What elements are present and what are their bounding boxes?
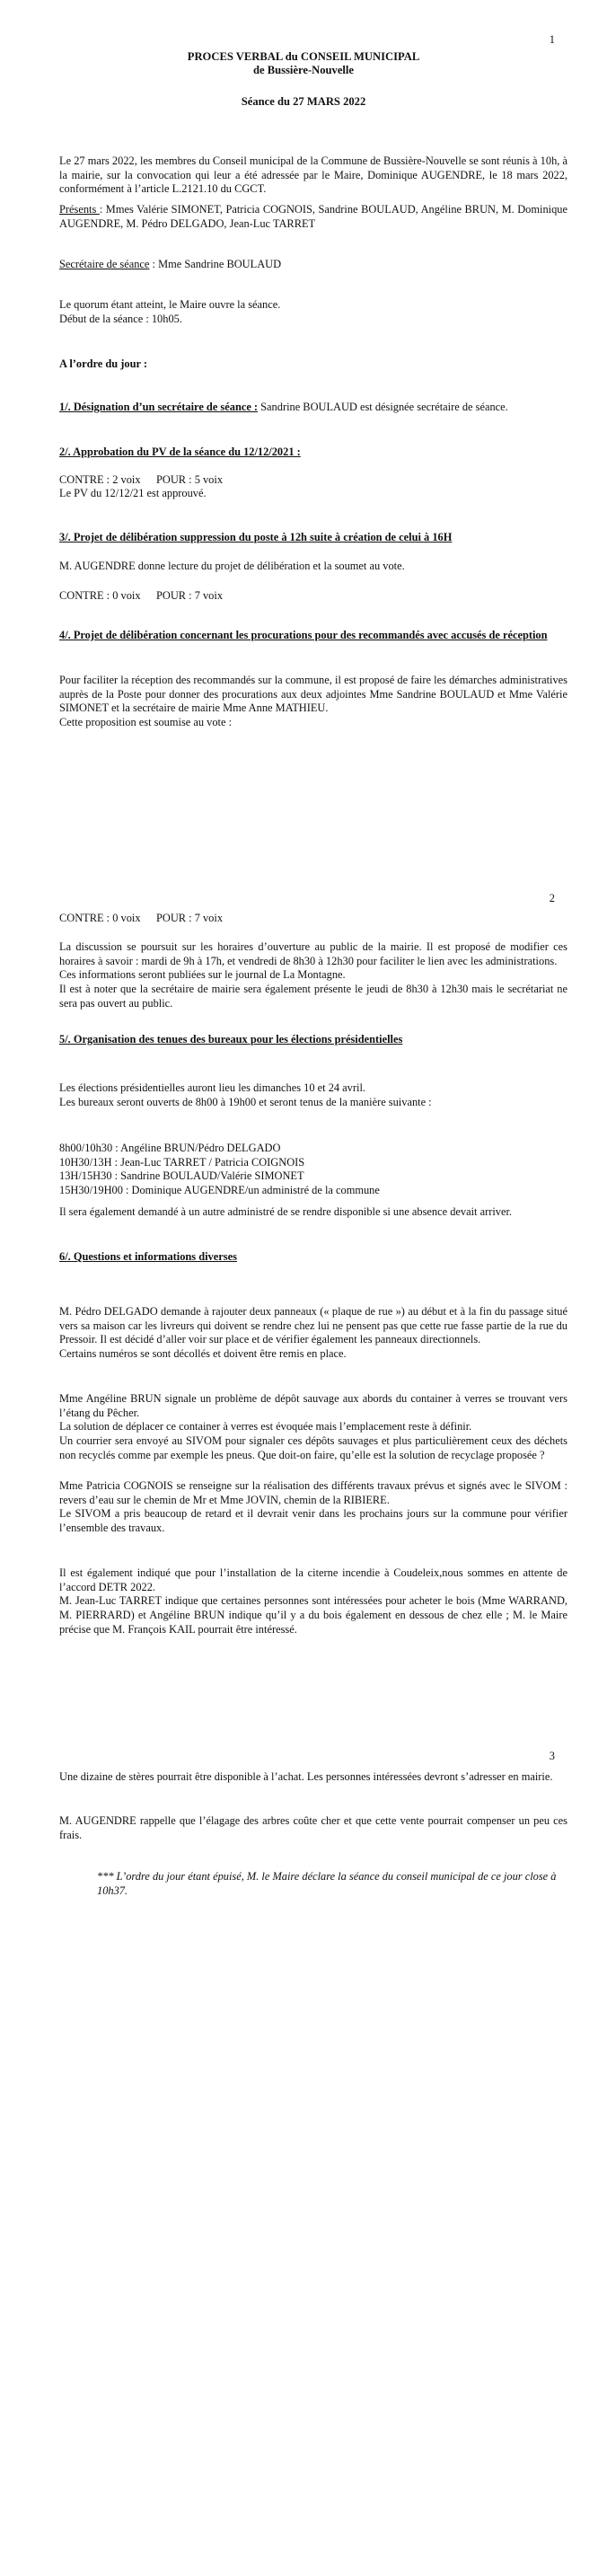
document-subtitle: de Bussière-Nouvelle xyxy=(252,64,355,76)
item-5-text3: Il sera également demandé à un autre administré de se rendre disponible si une absence devait arriver. xyxy=(59,1205,513,1218)
page-number: 2 xyxy=(549,892,555,904)
item-1 xyxy=(59,401,567,415)
item-4-text2: Cette proposition est soumise au vote : xyxy=(59,716,233,729)
paragraph: Mme Patricia COGNOIS se renseigne sur la réalisation des différents travaux prévus et signés avec le SIVOM : revers d’eau sur le chemin de Mr et Mme JOVIN, chemin de la RIBIERE. xyxy=(59,1479,567,1506)
item-1-text: Sandrine BOULAUD est désignée secrétaire de séance. xyxy=(258,401,508,413)
schedule-list xyxy=(59,1142,567,1198)
debut-text: Début de la séance : 10h05. xyxy=(59,312,182,325)
item-2-vote xyxy=(59,473,223,487)
vote-contre: CONTRE : 0 voix xyxy=(59,912,141,924)
item-6-para-brun xyxy=(59,1392,567,1463)
item-5-paragraph xyxy=(59,1081,567,1109)
document-title: PROCES VERBAL du CONSEIL MUNICIPAL xyxy=(187,50,420,63)
publication-text: Ces informations seront publiées sur le journal de La Montagne. xyxy=(59,968,346,982)
item-3-heading: 3/. Projet de délibération suppression du poste à 12h suite à création de celui à 16H xyxy=(59,531,453,543)
schedule-row: 13H/15H30 : Sandrine BOULAUD/Valérie SIMONET xyxy=(59,1169,304,1183)
item-6-para-augendre: M. AUGENDRE rappelle que l’élagage des arbres coûte cher et que cette vente pourrait compenser un peu ces frais. xyxy=(59,1814,567,1841)
item-3-text: M. AUGENDRE donne lecture du projet de délibération et la soumet au vote. xyxy=(59,560,405,572)
paragraph: Un courrier sera envoyé au SIVOM pour signaler ces dépôts sauvages et plus particulièrement ceux des déchets non recyclés comme par exemple les pneus. Que doit-on faire, qu’elle est la solution de recyclage proposée ? xyxy=(59,1434,567,1461)
closing-statement: *** L’ordre du jour étant épuisé, M. le Maire déclare la séance du conseil municipal de ce jour close à 10h37. xyxy=(97,1870,557,1897)
item-5-text: Les élections présidentielles auront lieu les dimanches 10 et 24 avril. xyxy=(59,1081,365,1094)
paragraph: Certains numéros se sont décollés et doivent être remis en place. xyxy=(59,1347,347,1361)
item-6-para-delgado xyxy=(59,1305,567,1362)
vote-contre: CONTRE : 0 voix xyxy=(59,589,141,602)
vote-pour: POUR : 7 voix xyxy=(156,912,224,924)
paragraph: Il est également indiqué que pour l’installation de la citerne incendie à Coudeleix,nous sommes en attente de l’accord DETR 2022. xyxy=(59,1566,567,1593)
presents-text: : Mmes Valérie SIMONET, Patricia COGNOIS, Sandrine BOULAUD, Angéline BRUN, M. Dominique AUGENDRE, M. Pédro DELGADO, Jean-Luc TARRET xyxy=(59,203,567,230)
item-4-vote xyxy=(59,912,223,925)
secretaire-paragraph xyxy=(59,258,567,272)
schedule-row: 15H30/19H00 : Dominique AUGENDRE/un administré de la commune xyxy=(59,1184,380,1197)
item-6-para-citerne xyxy=(59,1566,567,1637)
seance-date: Séance du 27 MARS 2022 xyxy=(241,95,366,108)
paragraph: M. Pédro DELGADO demande à rajouter deux panneaux (« plaque de rue ») au début et à la fin du passage situé vers sa maison car les livreurs qui doivent se rendre chez lui ne pensent pas que cette rue fasse partie de la rue du Pressoir. Il est décidé d’aller voir sur place et de vérifier également les panneaux directionnels. xyxy=(59,1305,567,1346)
item-4-heading: 4/. Projet de délibération concernant les procurations pour des recommandés avec accusés de réception xyxy=(59,629,548,641)
vote-pour: POUR : 5 voix xyxy=(156,473,224,486)
item-2-text: Le PV du 12/12/21 est approuvé. xyxy=(59,487,207,499)
item-6-para-cognois xyxy=(59,1479,567,1536)
discussion-text: La discussion se poursuit sur les horaires d’ouverture au public de la mairie. Il est proposé de modifier ces horaires à savoir : mardi de 9h à 17h, et vendredi de 8h30 à 12h30 pour faciliter le lien avec les administrations. xyxy=(59,940,567,967)
item-6-heading: 6/. Questions et informations diverses xyxy=(59,1250,237,1263)
item-4-discussion xyxy=(59,940,567,1011)
paragraph: M. Jean-Luc TARRET indique que certaines personnes sont intéressées pour acheter le bois (Mme WARRAND, M. PIERRARD) et Angéline BRUN indique qu’il y a du bois également en dessous de chez elle ; M. le Maire précise que M. François KAIL pourrait être intéressé. xyxy=(59,1594,567,1636)
page-number: 3 xyxy=(549,1750,555,1762)
item-2-heading: 2/. Approbation du PV de la séance du 12/12/2021 : xyxy=(59,446,301,458)
note-text: Il est à noter que la secrétaire de mairie sera également présente le jeudi de 8h30 à 12h30 mais le secrétariat ne sera pas ouvert au public. xyxy=(59,983,567,1010)
vote-pour: POUR : 7 voix xyxy=(156,589,224,602)
vote-contre: CONTRE : 2 voix xyxy=(59,473,141,486)
quorum-text: Le quorum étant atteint, le Maire ouvre la séance. xyxy=(59,298,281,311)
page-number: 1 xyxy=(549,33,555,46)
item-4-paragraph xyxy=(59,674,567,730)
item-3-vote xyxy=(59,589,223,603)
presents-paragraph xyxy=(59,203,567,231)
secretaire-text: : Mme Sandrine BOULAUD xyxy=(149,258,282,270)
quorum-paragraph xyxy=(59,298,567,326)
ordre-du-jour-heading: A l’ordre du jour : xyxy=(59,357,147,370)
paragraph: La solution de déplacer ce container à verres est évoquée mais l’emplacement reste à définir. xyxy=(59,1420,472,1434)
paragraph: Mme Angéline BRUN signale un problème de dépôt sauvage aux abords du container à verres se trouvant vers l’étang du Pêcher. xyxy=(59,1392,567,1419)
presents-label: Présents xyxy=(59,203,100,216)
paragraph: Le SIVOM a pris beaucoup de retard et il devrait venir dans les prochains jours sur la commune pour vérifier l’ensemble des travaux. xyxy=(59,1507,567,1535)
item-1-heading: 1/. Désignation d’un secrétaire de séance : xyxy=(59,401,259,413)
item-4-text: Pour faciliter la réception des recommandés sur la commune, il est proposé de faire les démarches administratives auprès de la Poste pour donner des procurations aux deux adjointes Mme Sandrine BOULAUD et Mme Valérie SIMONET et la secrétaire de mairie Mme Anne MATHIEU. xyxy=(59,674,567,715)
schedule-row: 10H30/13H : Jean-Luc TARRET / Patricia COIGNOIS xyxy=(59,1155,305,1169)
item-6-para-steres: Une dizaine de stères pourrait être disponible à l’achat. Les personnes intéressées devront s’adresser en mairie. xyxy=(59,1770,553,1783)
intro-paragraph: Le 27 mars 2022, les membres du Conseil municipal de la Commune de Bussière-Nouvelle se sont réunis à 10h, à la mairie, sur la convocation qui leur a été adressée par le Maire, Dominique AUGENDRE, le 18 mars 2022, conformément à l’article L.2121.10 du CGCT. xyxy=(59,154,567,196)
item-5-heading: 5/. Organisation des tenues des bureaux pour les élections présidentielles xyxy=(59,1033,403,1045)
item-5-text2: Les bureaux seront ouverts de 8h00 à 19h00 et seront tenus de la manière suivante : xyxy=(59,1095,432,1108)
secretaire-label: Secrétaire de séance xyxy=(59,258,150,270)
schedule-row: 8h00/10h30 : Angéline BRUN/Pédro DELGADO xyxy=(59,1142,281,1154)
